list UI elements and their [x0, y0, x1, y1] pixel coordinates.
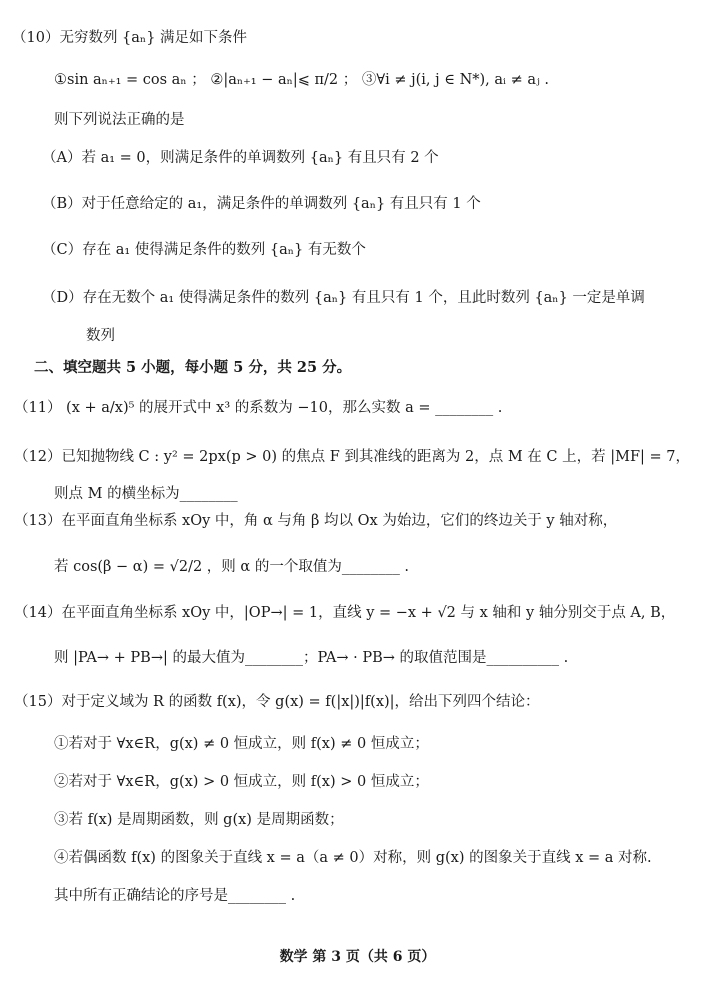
- q10-option-c: （C）存在 a₁ 使得满足条件的数列 {aₙ} 有无数个: [42, 242, 366, 258]
- q12-line2: 则点 M 的横坐标为________: [54, 486, 238, 502]
- section-2-title: 二、填空题共 5 小题，每小题 5 分，共 25 分。: [34, 359, 352, 376]
- q14-line2: 则 |PA→ + PB→| 的最大值为________；PA→ · PB→ 的取值范围是__________ .: [54, 650, 569, 666]
- q10-prompt: 则下列说法正确的是: [54, 112, 185, 128]
- q13-line1: （13）在平面直角坐标系 xOy 中，角 α 与角 β 均以 Ox 为始边，它们的终边关于 y 轴对称，: [14, 513, 618, 529]
- q14-line1: （14）在平面直角坐标系 xOy 中，|OP→| = 1，直线 y = −x + √2 与 x 轴和 y 轴分别交于点 A, B，: [14, 605, 676, 621]
- q10-conditions: ①sin aₙ₊₁ = cos aₙ ； ②|aₙ₊₁ − aₙ|⩽ π/2 ； ③∀i ≠ j(i, j ∈ N*), aᵢ ≠ aⱼ .: [54, 72, 550, 88]
- page-footer: 数学 第 3 页（共 6 页）: [279, 949, 436, 965]
- q15-item-2: ②若对于 ∀x∈R，g(x) > 0 恒成立，则 f(x) > 0 恒成立；: [54, 774, 429, 790]
- q12-line1: （12）已知抛物线 C : y² = 2px(p > 0) 的焦点 F 到其准线的距离为 2，点 M 在 C 上，若 |MF| = 7，: [14, 449, 690, 465]
- q15-item-4: ④若偶函数 f(x) 的图象关于直线 x = a（a ≠ 0）对称，则 g(x) 的图象关于直线 x = a 对称.: [54, 850, 652, 866]
- q10-option-d-cont: 数列: [86, 328, 115, 344]
- q10-option-b: （B）对于任意给定的 a₁，满足条件的单调数列 {aₙ} 有且只有 1 个: [42, 196, 481, 212]
- q15-item-3: ③若 f(x) 是周期函数，则 g(x) 是周期函数；: [54, 812, 344, 828]
- q15-item-1: ①若对于 ∀x∈R，g(x) ≠ 0 恒成立，则 f(x) ≠ 0 恒成立；: [54, 736, 429, 752]
- q10-option-a: （A）若 a₁ = 0，则满足条件的单调数列 {aₙ} 有且只有 2 个: [42, 150, 439, 166]
- q13-line2: 若 cos(β − α) = √2/2 ，则 α 的一个取值为________ .: [54, 559, 410, 575]
- q15-stem: （15）对于定义域为 R 的函数 f(x)，令 g(x) = f(|x|)|f(x)|，给出下列四个结论：: [14, 694, 540, 710]
- q10-option-d: （D）存在无数个 a₁ 使得满足条件的数列 {aₙ} 有且只有 1 个，且此时数列 {aₙ} 一定是单调: [42, 290, 645, 306]
- q15-answer-prompt: 其中所有正确结论的序号是________ .: [54, 888, 296, 904]
- q10-stem: （10）无穷数列 {aₙ} 满足如下条件: [12, 30, 248, 46]
- q11: （11） (x + a/x)⁵ 的展开式中 x³ 的系数为 −10，那么实数 a = ________ .: [14, 400, 503, 416]
